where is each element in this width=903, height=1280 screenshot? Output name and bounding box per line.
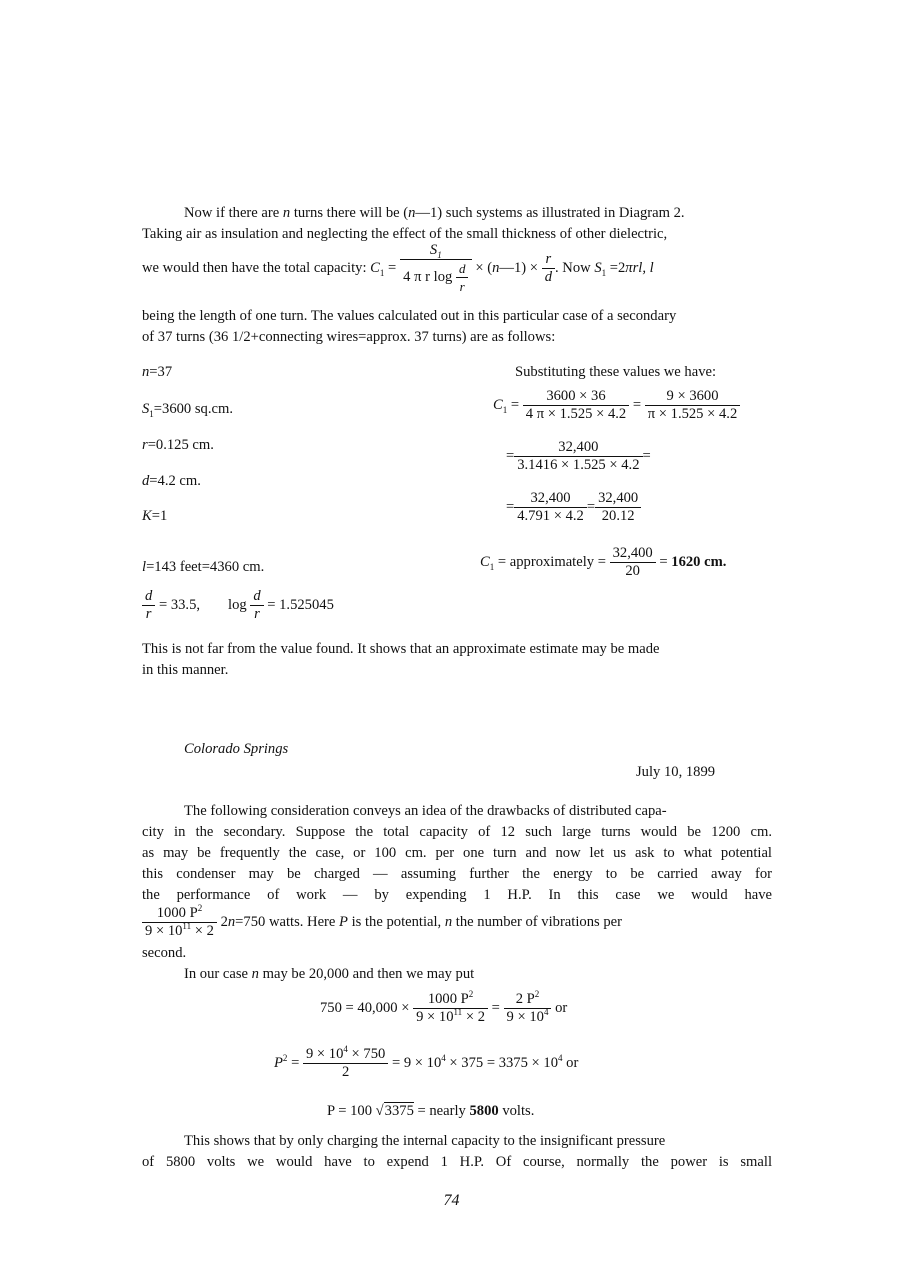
value-r: r=0.125 cm.	[142, 437, 214, 453]
para3-line3: as may be frequently the case, or 100 cm. per one turn and now let us ask to what potential	[142, 845, 772, 861]
date: July 10, 1899	[636, 764, 716, 780]
para3-line5: the performance of work — by expending 1 H.P. In this case we would have	[142, 887, 772, 903]
value-s1: $S_1=3600$ sq.cm.	[142, 401, 233, 419]
para5-line2: of 5800 volts we would have to expend 1 H.P. Of course, normally the power is small	[142, 1154, 772, 1170]
capacity-formula: we would then have the total capacity: $C_1$ = $S_1$ 4 π r log $\frac{d}{r}$ × (n—1) × $\frac{r}{d}$ . Now $S_1 =2\pi rl$, l	[142, 242, 654, 294]
para2-line2: in this manner.	[142, 662, 229, 678]
page-number: 74	[443, 1192, 460, 1209]
value-k: K=1	[142, 508, 168, 524]
para3-line2: city in the secondary. Suppose the total capacity of 12 such large turns would be 1200 cm.	[142, 824, 772, 840]
power-formula: $\frac{1000 P^2}{9 \times 10^{11} \times 2}$ 2n=750 watts. Here P is the potential, n the number of vibrations per	[142, 905, 622, 940]
equation-1: 750 = 40,000 × $\frac{1000 P^2}{9 \times 10^{11} \times 2}$ = $\frac{2 P^2}{9 \times 10^4}$ or	[320, 989, 568, 1025]
para1-line4: being the length of one turn. The values calculated out in this particular case of a secondary	[142, 308, 677, 324]
value-n: n=37	[142, 364, 173, 380]
value-d: d=4.2 cm.	[142, 473, 201, 489]
equation-3: P = 100 √3375 = nearly 5800 volts.	[327, 1103, 535, 1119]
substitution-result: $C_1$ = approximately = $\frac{32,400}{20}$ = 1620 cm.	[480, 545, 727, 579]
value-l: l=143 feet=4360 cm.	[142, 559, 265, 575]
equation-2: $P^2$ = $\frac{9 \times 10^4 \times 750}{2}$ = $9 \times 10^4 \times 375 = 3375 \times 10^4$ or	[274, 1044, 579, 1080]
para1-line2: Taking air as insulation and neglecting the effect of the small thickness of other dielectric,	[142, 226, 668, 242]
para2-line1: This is not far from the value found. It shows that an approximate estimate may be made	[142, 641, 660, 657]
substitution-eq2: = $\frac{32,400}{3.1416 \times 1.525 \times 4.2}$ =	[506, 439, 651, 473]
location: Colorado Springs	[184, 741, 289, 757]
substitution-heading: Substituting these values we have:	[515, 364, 717, 380]
value-d-over-r: $\frac{d}{r}$ = 33.5, log $\frac{d}{r}$ = 1.525045	[142, 588, 334, 623]
para5-line1: This shows that by only charging the internal capacity to the insignificant pressure	[184, 1133, 666, 1149]
para4-line1: In our case n may be 20,000 and then we may put	[184, 966, 475, 982]
para1-line1: Now if there are n turns there will be (n—1) such systems as illustrated in Diagram 2.	[184, 205, 685, 221]
para1-line5: of 37 turns (36 1/2+connecting wires=approx. 37 turns) are as follows:	[142, 329, 556, 345]
para3-line1: The following consideration conveys an idea of the drawbacks of distributed capa-	[184, 803, 667, 819]
para3-line4: this condenser may be charged — assuming further the energy to be carried away for	[142, 866, 772, 882]
substitution-eq1: $C_1$ = $\frac{3600 \times 36}{4 \pi \times 1.525 \times 4.2}$ = $\frac{9 \times 3600}{\pi \times 1.525 \times 4.2}$	[493, 388, 740, 423]
substitution-eq3: = $\frac{32,400}{4.791 \times 4.2}$ = $\frac{32,400}{20.12}$	[506, 490, 641, 525]
para3-line7: second.	[142, 945, 187, 961]
